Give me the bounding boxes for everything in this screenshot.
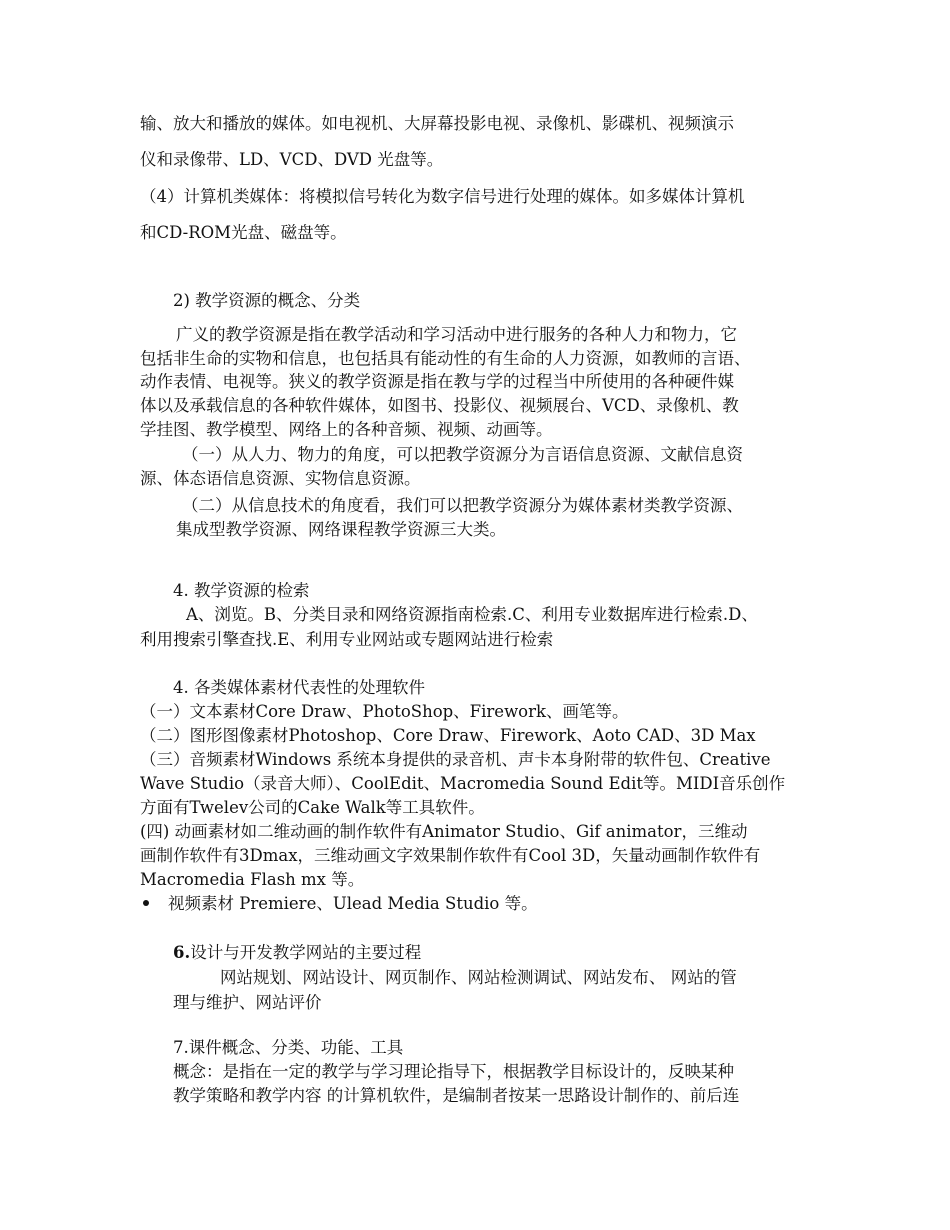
paragraph-line: （一）文本素材Core Draw、PhotoShop、Firework、画笔等。 (140, 702, 629, 721)
heading-number: 6. (173, 943, 191, 962)
heading-text: 设计与开发教学网站的主要过程 (190, 943, 422, 962)
section-heading: 4. 各类媒体素材代表性的处理软件 (173, 678, 425, 697)
paragraph-line: 仪和录像带、LD、VCD、DVD 光盘等。 (140, 150, 444, 169)
paragraph-line: (四) 动画素材如二维动画的制作软件有Animator Studio、Gif animator，三维动 (140, 822, 748, 841)
paragraph-line: 体以及承载信息的各种软件媒体，如图书、投影仪、视频展台、VCD、录像机、教 (140, 396, 739, 415)
paragraph-line: 输、放大和播放的媒体。如电视机、大屏幕投影电视、录像机、影碟机、视频演示 (140, 114, 734, 133)
paragraph-line: 广义的教学资源是指在教学活动和学习活动中进行服务的各种人力和物力，它 (176, 325, 737, 344)
paragraph-line: 集成型教学资源、网络课程教学资源三大类。 (176, 520, 506, 539)
paragraph-line: （二）从信息技术的角度看，我们可以把教学资源分为媒体素材类教学资源、 (182, 496, 743, 515)
paragraph-line: （4）计算机类媒体：将模拟信号转化为数字信号进行处理的媒体。如多媒体计算机 (140, 187, 745, 206)
paragraph-line: 方面有Twelev公司的Cake Walk等工具软件。 (140, 798, 485, 817)
paragraph-line: Wave Studio（录音大师）、CoolEdit、Macromedia Sound Edit等。MIDI音乐创作 (140, 774, 786, 793)
paragraph-line: （三）音频素材Windows 系统本身提供的录音机、声卡本身附带的软件包、Creative (140, 750, 771, 769)
paragraph-line: 概念：是指在一定的教学与学习理论指导下，根据教学目标设计的，反映某种 (173, 1062, 734, 1081)
section-heading: 7.课件概念、分类、功能、工具 (173, 1038, 404, 1057)
section-heading (173, 943, 421, 963)
paragraph-line: （二）图形图像素材Photoshop、Core Draw、Firework、Aoto CAD、3D Max (140, 726, 756, 745)
bullet-icon (143, 900, 149, 906)
paragraph-line: 教学策略和教学内容 的计算机软件，是编制者按某一思路设计制作的、前后连 (173, 1086, 740, 1105)
paragraph-line: 动作表情、电视等。狭义的教学资源是指在教与学的过程当中所使用的各种硬件媒 (140, 372, 734, 391)
paragraph-line: （一）从人力、物力的角度，可以把教学资源分为言语信息资源、文献信息资 (182, 445, 743, 464)
paragraph-line: 包括非生命的实物和信息，也包括具有能动性的有生命的人力资源，如教师的言语、 (140, 349, 751, 368)
bullet-item: 视频素材 Premiere、Ulead Media Studio 等。 (168, 894, 538, 913)
paragraph-line: 源、体态语信息资源、实物信息资源。 (140, 469, 421, 488)
paragraph-line: A、浏览。B、分类目录和网络资源指南检索.C、利用专业数据库进行检索.D、 (186, 605, 758, 624)
paragraph-line: 和CD-ROM光盘、磁盘等。 (140, 223, 347, 242)
section-heading: 2) 教学资源的概念、分类 (173, 291, 361, 310)
paragraph-line: 利用搜索引擎查找.E、利用专业网站或专题网站进行检索 (140, 630, 554, 649)
paragraph-line: 学挂图、教学模型、网络上的各种音频、视频、动画等。 (140, 420, 553, 439)
paragraph-line: Macromedia Flash mx 等。 (140, 870, 365, 889)
paragraph-line: 画制作软件有3Dmax，三维动画文字效果制作软件有Cool 3D，矢量动画制作软件有 (140, 846, 761, 865)
paragraph-line: 网站规划、网站设计、网页制作、网站检测调试、网站发布、 网站的管 (220, 968, 737, 987)
section-heading: 4. 教学资源的检索 (173, 581, 310, 600)
paragraph-line: 理与维护、网站评价 (173, 993, 322, 1012)
